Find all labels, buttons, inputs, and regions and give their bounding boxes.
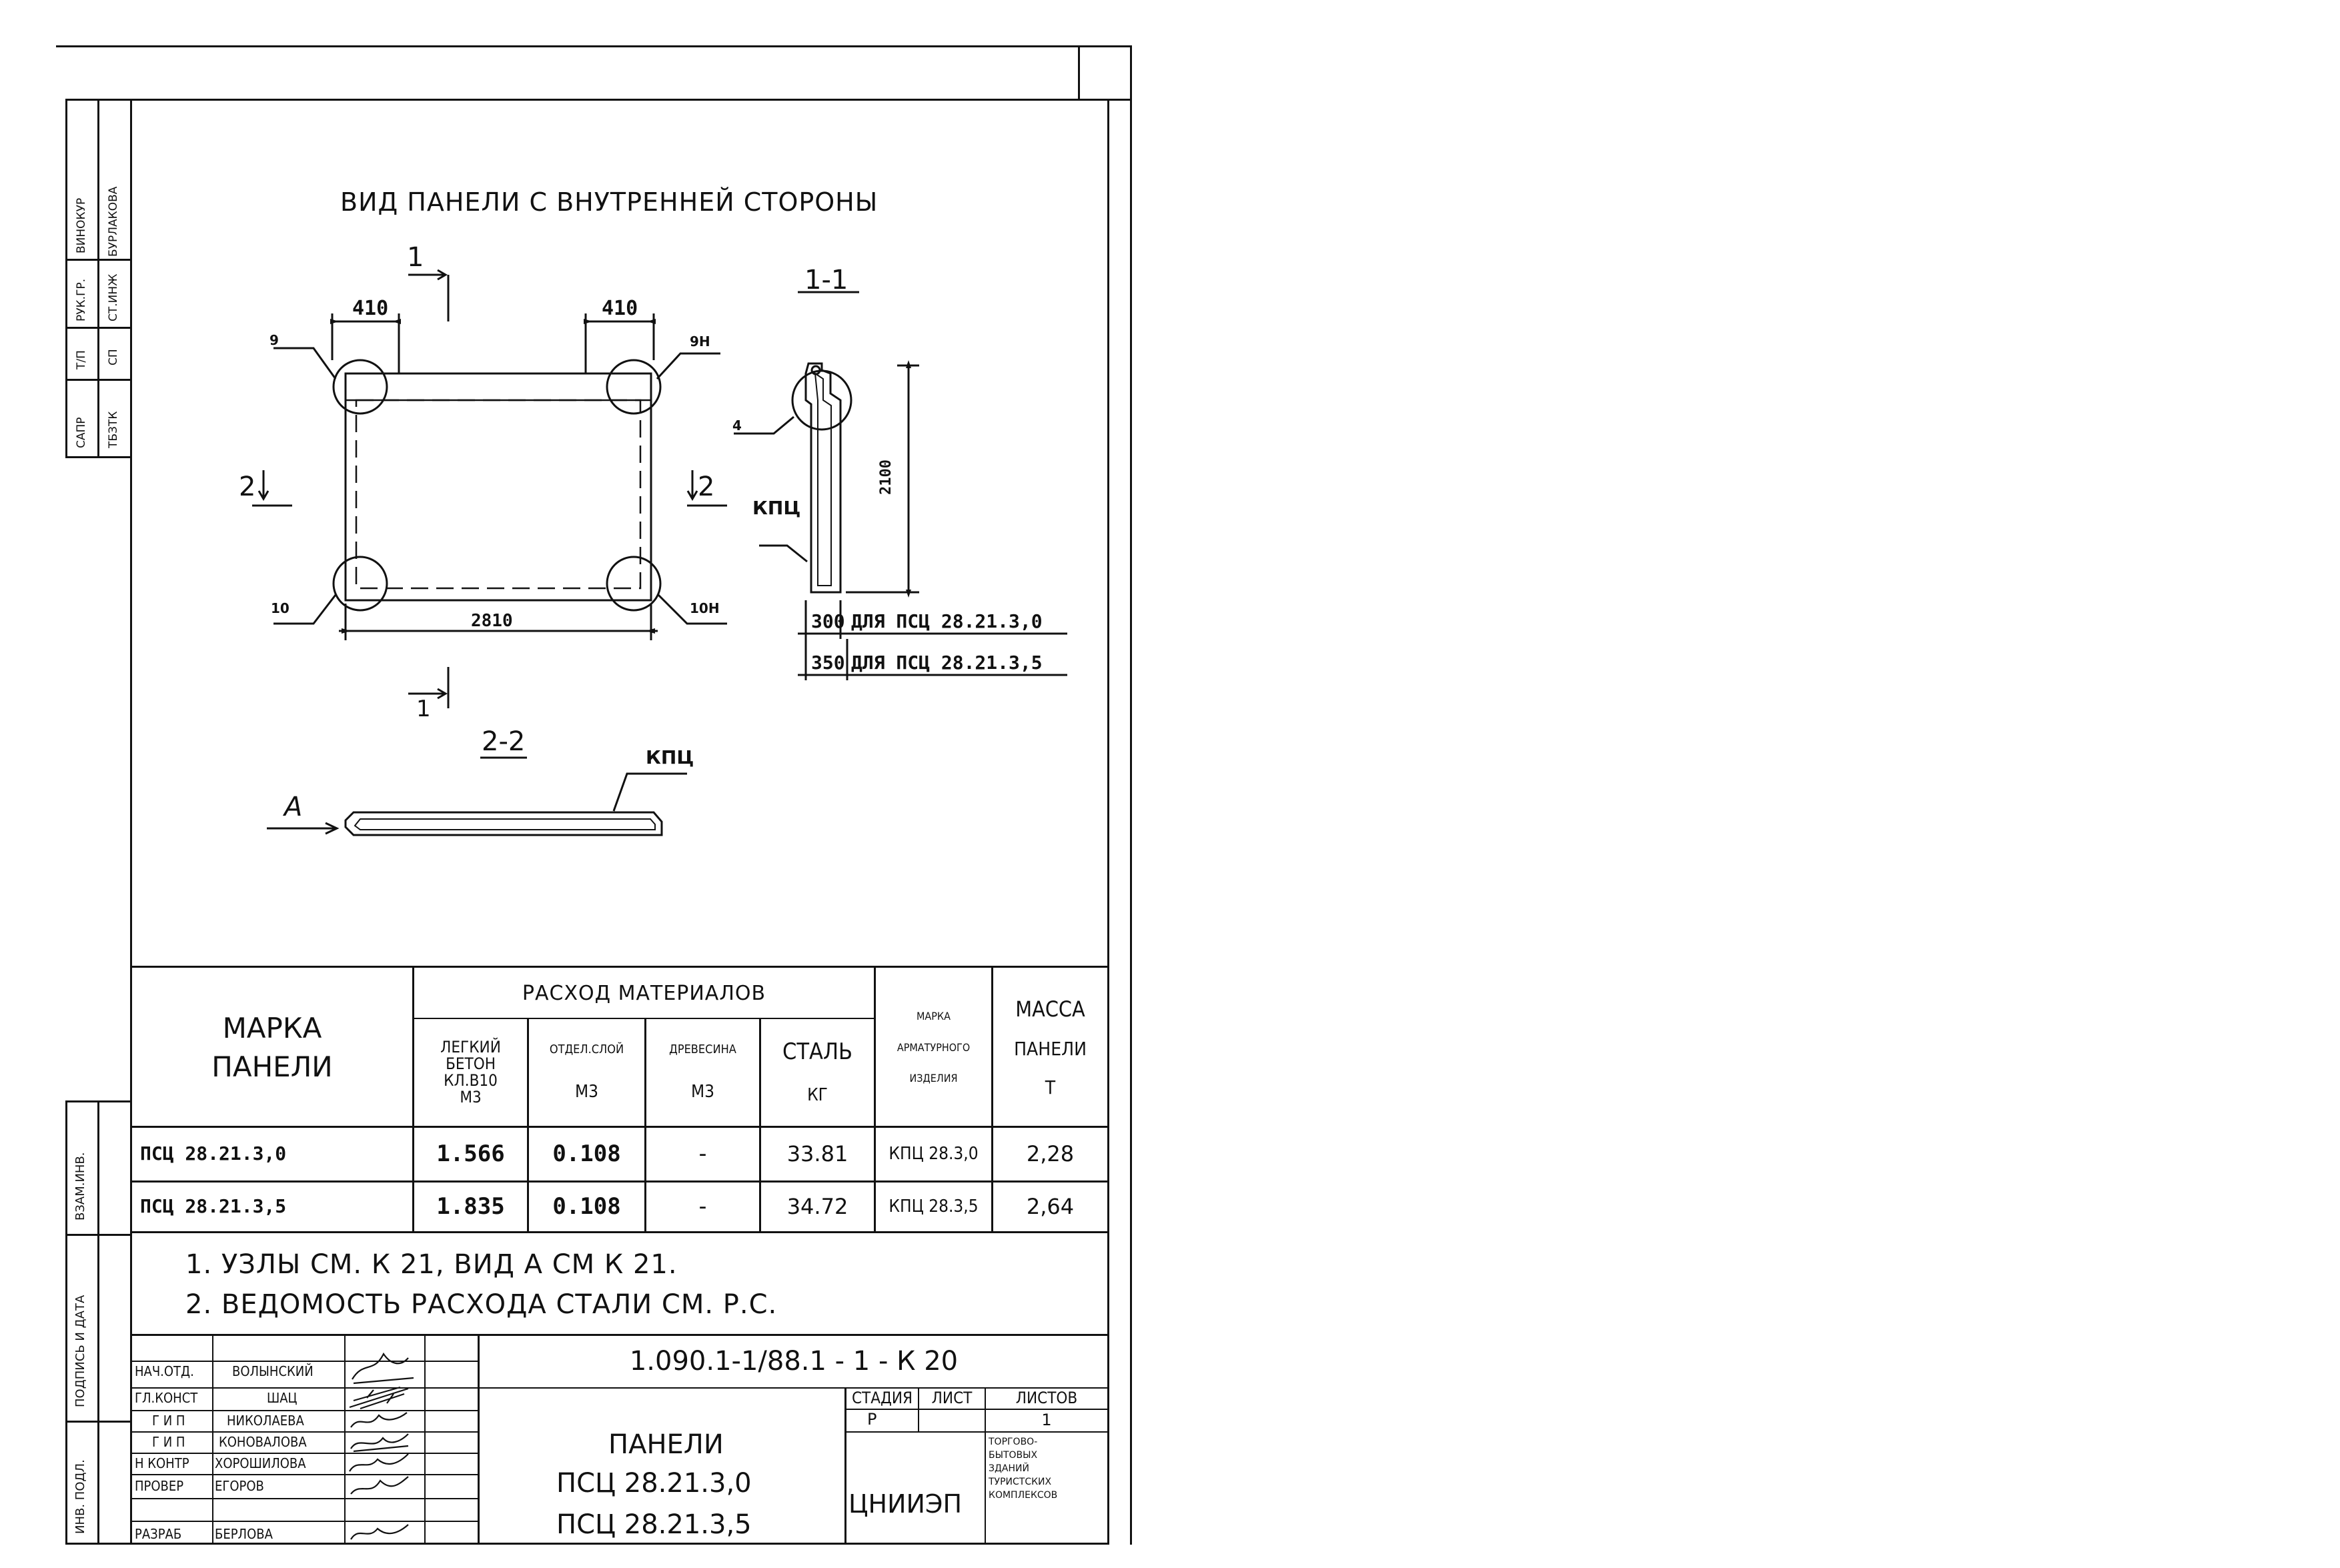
- frame-bottom-line: [65, 1543, 1109, 1545]
- dim-410-right: 410: [602, 297, 638, 320]
- dim-410-left: 410: [352, 297, 389, 320]
- stamp-sheets-label: ЛИСТОВ: [1015, 1389, 1078, 1408]
- signer-role-0: НАЧ.ОТД.: [135, 1363, 194, 1379]
- view-a-label: А: [284, 792, 303, 822]
- table-col-mass: МАССА ПАНЕЛИ Т: [1014, 996, 1087, 1098]
- section-mark-1-top: 1: [407, 242, 424, 273]
- node-label-4: 4: [732, 418, 742, 434]
- kpc-label-bottom: КПЦ: [646, 746, 694, 768]
- note-1: 1. УЗЛЫ СМ. К 21, ВИД А СМ К 21.: [185, 1249, 678, 1280]
- table-row-2-finish: 0.108: [552, 1193, 621, 1220]
- stamp-stage-value: Р: [867, 1410, 877, 1429]
- table-col-concrete: ЛЕГКИЙ БЕТОН КЛ.В10 М3: [440, 1037, 501, 1107]
- node-label-9: 9: [269, 332, 279, 348]
- dim-2810: 2810: [471, 611, 513, 631]
- signer-role-1: ГЛ.КОНСТ: [135, 1390, 198, 1406]
- strip-top-cell-b-3: ТБЗТК: [107, 411, 120, 448]
- signer-name-6: БЕРЛОВА: [215, 1526, 273, 1542]
- table-col-item: МАРКА АРМАТУРНОГО ИЗДЕЛИЯ: [897, 1009, 971, 1085]
- table-col-finish: ОТДЕЛ.СЛОЙ М3: [549, 1042, 624, 1102]
- node-label-9h: 9Н: [690, 333, 710, 349]
- table-row-2-item: КПЦ 28.3,5: [889, 1196, 979, 1217]
- dim-2100: 2100: [878, 460, 895, 495]
- signer-name-4: ХОРОШИЛОВА: [215, 1455, 306, 1471]
- dim-300: 300: [811, 610, 845, 632]
- table-header-consumption: РАСХОД МАТЕРИАЛОВ: [522, 982, 766, 1006]
- strip-top-cell-b-0: БУРЛАКОВА: [107, 186, 120, 257]
- signer-role-3: Г И П: [152, 1434, 185, 1450]
- table-row-1-wood: -: [696, 1140, 710, 1167]
- kpc-label-side: КПЦ: [752, 497, 801, 519]
- signer-name-1: ШАЦ: [267, 1390, 298, 1406]
- signer-name-0: ВОЛЫНСКИЙ: [232, 1363, 314, 1379]
- table-col-wood: ДРЕВЕСИНА М3: [669, 1042, 736, 1102]
- dim-300-note: ДЛЯ ПСЦ 28.21.3,0: [851, 610, 1043, 632]
- section-22-label: 2-2: [482, 726, 526, 757]
- stamp-title-2: ПСЦ 28.21.3,5: [556, 1509, 752, 1540]
- table-row-1-concrete: 1.566: [436, 1140, 505, 1167]
- table-row-1-finish: 0.108: [552, 1140, 621, 1167]
- strip-bottom-cell-1: ПОДПИСЬ И ДАТА: [73, 1295, 87, 1407]
- table-row-1-item: КПЦ 28.3,0: [889, 1143, 979, 1164]
- signer-role-5: ПРОВЕР: [135, 1478, 184, 1494]
- strip-bottom-cell-2: ИНВ. ПОДЛ.: [73, 1459, 87, 1534]
- stamp-stage-label: СТАДИЯ: [851, 1389, 913, 1408]
- section-mark-2-left: 2: [239, 472, 256, 502]
- signer-name-5: ЕГОРОВ: [215, 1478, 264, 1494]
- node-label-10: 10: [271, 600, 289, 616]
- table-row-2-concrete: 1.835: [436, 1193, 505, 1220]
- dim-350-note: ДЛЯ ПСЦ 28.21.3,5: [851, 652, 1043, 674]
- table-row-2-mass: 2,64: [1026, 1193, 1075, 1219]
- note-2: 2. ВЕДОМОСТЬ РАСХОДА СТАЛИ СМ. Р.С.: [185, 1289, 778, 1320]
- section-mark-2-right: 2: [698, 472, 715, 502]
- table-row-1-mark: ПСЦ 28.21.3,0: [140, 1142, 287, 1164]
- stamp-sheets-value: 1: [1041, 1411, 1052, 1430]
- stamp-title-0: ПАНЕЛИ: [608, 1429, 724, 1460]
- strip-top-cell-b-1: СТ.ИНЖ: [107, 273, 120, 321]
- stamp-sheet-label: ЛИСТ: [931, 1389, 973, 1408]
- table-row-1-steel: 33.81: [786, 1140, 848, 1166]
- strip-bottom-cell-0: ВЗАМ.ИНВ.: [73, 1152, 87, 1221]
- dim-350: 350: [811, 652, 845, 674]
- section-mark-1-bottom: 1: [416, 696, 431, 722]
- table-row-2-steel: 34.72: [786, 1193, 848, 1219]
- strip-top-cell-a-0: ВИНОКУР: [75, 197, 88, 253]
- stamp-org: ЦНИИЭП: [848, 1489, 963, 1519]
- table-col-steel: СТАЛЬ КГ: [782, 1038, 852, 1106]
- signer-role-6: РАЗРАБ: [135, 1526, 182, 1542]
- stamp-code: 1.090.1-1/88.1 - 1 - К 20: [629, 1346, 959, 1377]
- drawing-title: ВИД ПАНЕЛИ С ВНУТРЕННЕЙ СТОРОНЫ: [340, 187, 879, 217]
- strip-top-cell-b-2: СП: [107, 349, 120, 365]
- table-row-1-mass: 2,28: [1026, 1140, 1075, 1166]
- table-header-mark: МАРКА ПАНЕЛИ: [211, 1011, 333, 1083]
- signer-role-4: Н КОНТР: [135, 1455, 189, 1471]
- table-row-2-wood: -: [696, 1193, 710, 1220]
- signer-role-2: Г И П: [152, 1413, 185, 1429]
- stamp-title-1: ПСЦ 28.21.3,0: [556, 1468, 752, 1499]
- table-row-2-mark: ПСЦ 28.21.3,5: [140, 1195, 287, 1217]
- signer-name-2: НИКОЛАЕВА: [227, 1413, 304, 1429]
- strip-top-cell-a-3: САПР: [75, 417, 88, 448]
- node-label-10h: 10Н: [690, 600, 720, 616]
- strip-top-cell-a-1: РУК.ГР.: [75, 278, 88, 321]
- signer-name-3: КОНОВАЛОВА: [219, 1434, 307, 1450]
- section-11-label: 1-1: [804, 265, 848, 295]
- strip-top-cell-a-2: Т/П: [75, 350, 88, 369]
- stamp-org-note: ТОРГОВО- БЫТОВЫХ ЗДАНИЙ ТУРИСТСКИХ КОМПЛЕКСОВ: [989, 1437, 1058, 1501]
